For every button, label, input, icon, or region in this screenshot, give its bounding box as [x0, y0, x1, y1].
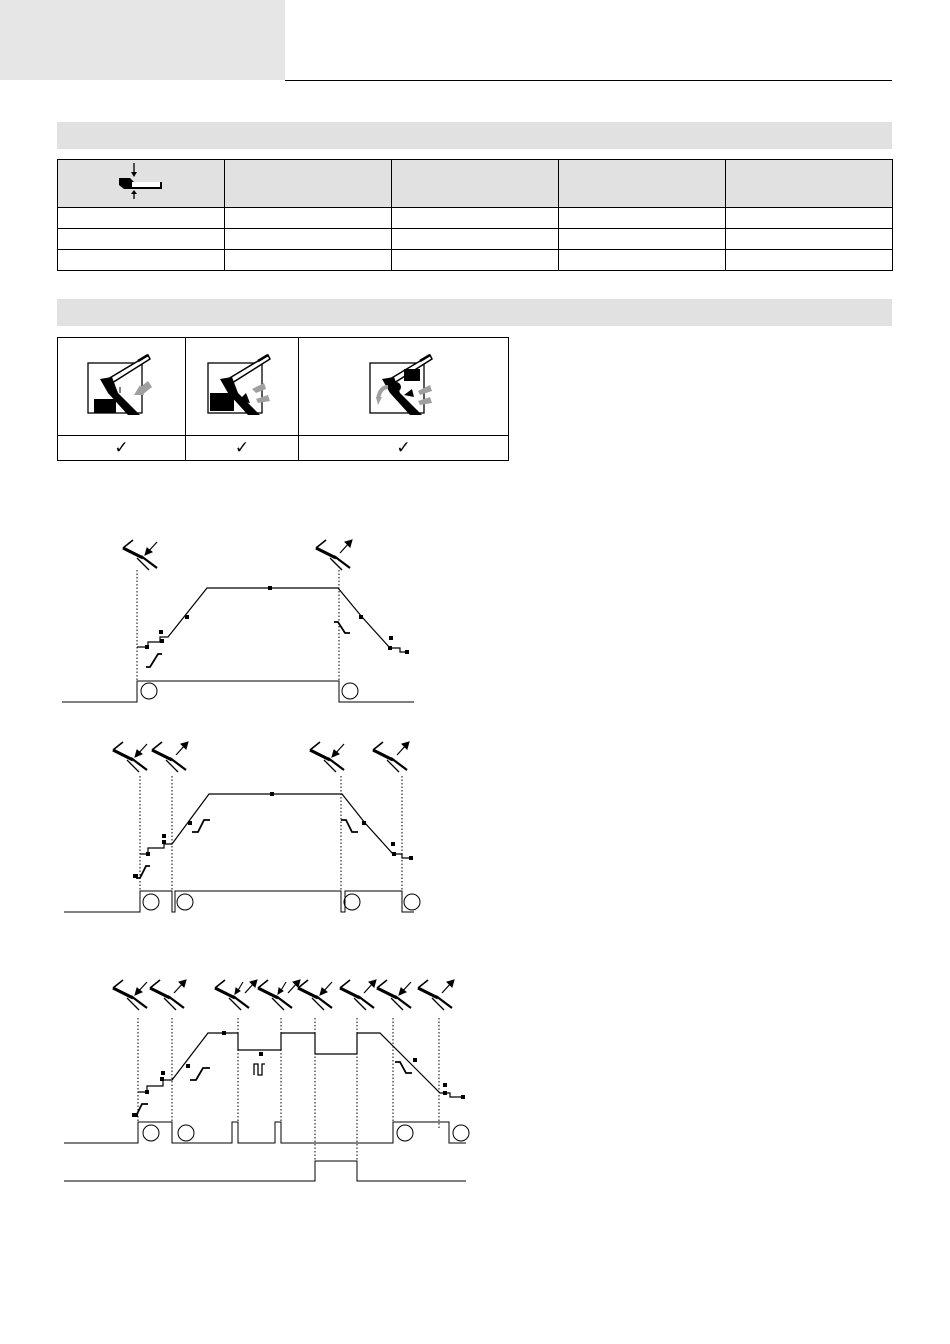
trigger-tap-icon	[215, 980, 257, 1010]
trigger-release-icon	[152, 742, 188, 772]
table-cell	[726, 250, 893, 271]
trigger-release-icon	[150, 980, 186, 1010]
trigger-press-icon	[310, 742, 344, 772]
torch-position-horizontal-vertical-icon	[202, 349, 282, 419]
trigger-press-icon	[113, 980, 147, 1010]
table-cell	[58, 229, 225, 250]
torch-position-flat-icon	[82, 349, 162, 419]
trigger-press-icon	[123, 540, 157, 570]
torch-trigger-sequence-diagrams	[0, 530, 950, 1230]
table-column-header	[392, 160, 559, 208]
table-cell	[392, 250, 559, 271]
trigger-release-icon	[316, 540, 352, 570]
table-row	[58, 229, 893, 250]
position-cell	[186, 338, 299, 436]
trigger-press-icon	[113, 742, 147, 772]
table-row	[58, 250, 893, 271]
table-cell	[225, 250, 392, 271]
table-row	[58, 208, 893, 229]
trigger-press-icon	[377, 980, 411, 1010]
trigger-press-icon	[298, 980, 332, 1010]
table-cell	[58, 250, 225, 271]
table-cell	[726, 208, 893, 229]
torch-position-vertical-overhead-icon	[364, 349, 444, 419]
trigger-release-icon	[340, 980, 376, 1010]
section-bar-positions	[57, 299, 892, 326]
plate-thickness-header	[58, 160, 225, 208]
thickness-table	[57, 159, 893, 271]
trigger-release-icon	[418, 980, 454, 1010]
position-cell	[299, 338, 509, 436]
header-rule	[285, 80, 892, 81]
table-cell	[58, 208, 225, 229]
table-cell	[392, 208, 559, 229]
plate-thickness-icon	[116, 161, 166, 201]
position-check: ✓	[58, 436, 186, 461]
section-bar-thickness	[57, 122, 892, 149]
position-check: ✓	[186, 436, 299, 461]
trigger-tap-icon	[258, 980, 300, 1010]
table-cell	[559, 208, 726, 229]
header-block	[0, 0, 285, 80]
table-cell	[559, 250, 726, 271]
table-cell	[726, 229, 893, 250]
position-check: ✓	[299, 436, 509, 461]
table-cell	[559, 229, 726, 250]
trigger-release-icon	[373, 742, 409, 772]
welding-position-table	[57, 337, 509, 461]
table-column-header	[559, 160, 726, 208]
table-cell	[225, 229, 392, 250]
four-stroke-sequence	[64, 742, 420, 912]
position-cell	[58, 338, 186, 436]
table-cell	[225, 208, 392, 229]
special-four-stroke-sequence	[64, 980, 469, 1181]
table-column-header	[726, 160, 893, 208]
table-cell	[392, 229, 559, 250]
table-column-header	[225, 160, 392, 208]
two-stroke-sequence	[62, 540, 414, 702]
